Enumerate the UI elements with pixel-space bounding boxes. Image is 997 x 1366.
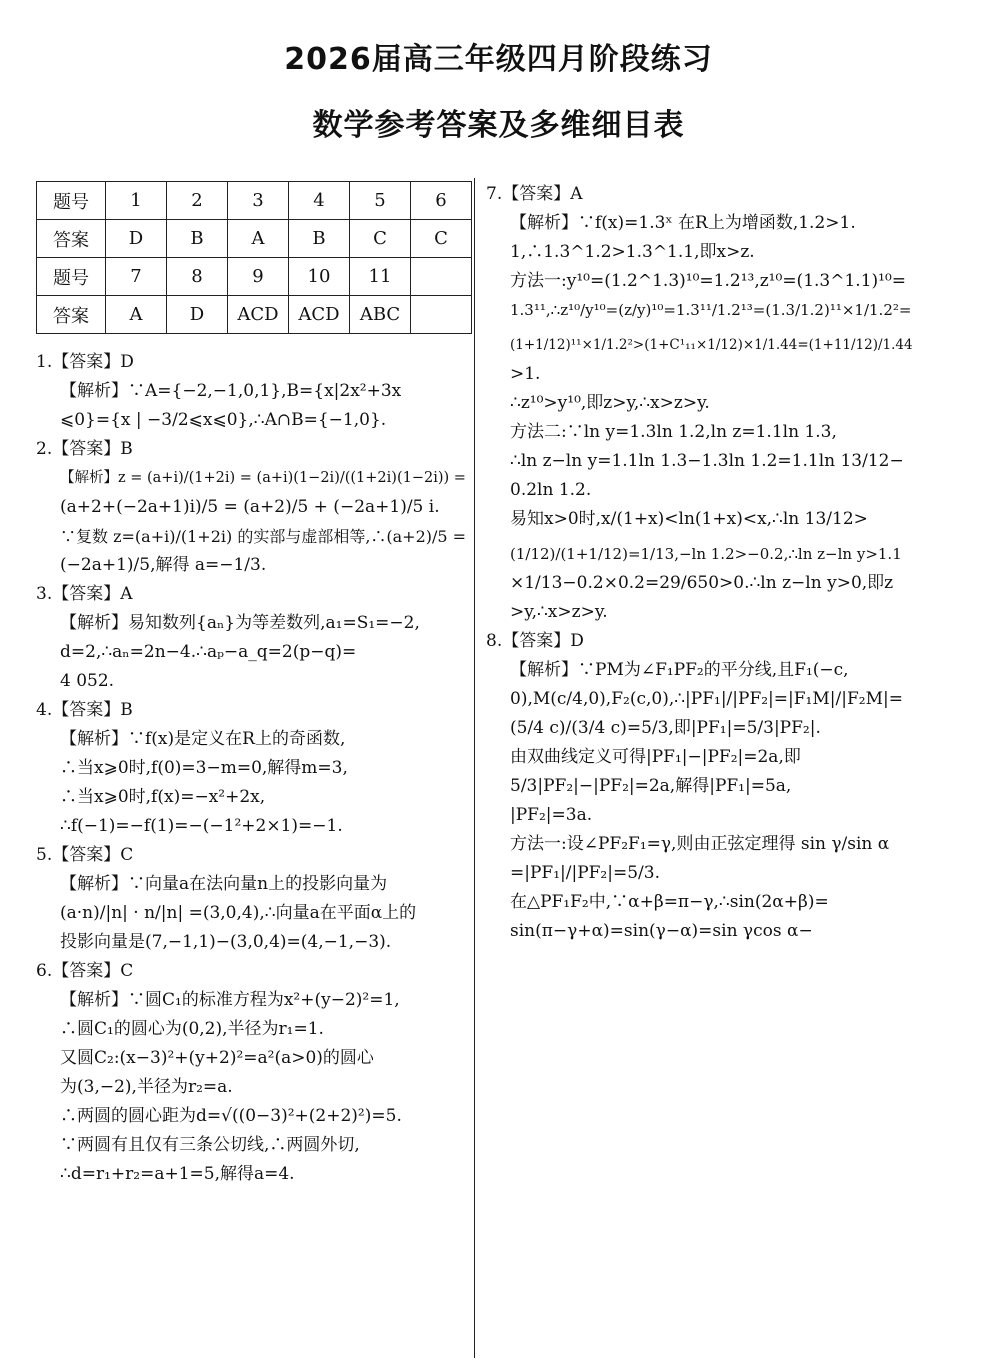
solution-line: 3.【答案】A [36,584,133,604]
table-cell: 11 [350,258,411,296]
table-row [37,296,472,334]
table-cell: 5 [350,182,411,220]
solution-line: 4.【答案】B [36,700,133,720]
row-header: 题号 [37,182,106,220]
solution-line: ∴当x⩾0时,f(x)=−x²+2x, [60,787,266,807]
solution-line: ∵两圆有且仅有三条公切线,∴两圆外切, [60,1135,360,1155]
solution-line: 8.【答案】D [486,631,584,651]
solution-line: >y,∴x>z>y. [510,602,608,622]
answer-table [36,181,472,334]
solution-line: ∴当x⩾0时,f(0)=3−m=0,解得m=3, [60,758,348,778]
solution-line: 由双曲线定义可得|PF₁|−|PF₂|=2a,即 [510,747,801,767]
table-cell [411,296,472,334]
solution-line: 0),M(c/4,0),F₂(c,0),∴|PF₁|/|PF₂|=|F₁M|/|F₂M|= [510,689,903,709]
table-cell: ACD [289,296,350,334]
table-cell: B [289,220,350,258]
solution-line: ×1/13−0.2×0.2=29/650>0.∴ln z−ln y>0,即z [510,573,894,593]
solution-line: ∴z¹⁰>y¹⁰,即z>y,∴x>z>y. [510,393,710,413]
table-cell: C [411,220,472,258]
table-row [37,220,472,258]
solution-line: ∴d=r₁+r₂=a+1=5,解得a=4. [60,1164,295,1184]
solution-line: 【解析】∵A={−2,−1,0,1},B={x|2x²+3x [60,381,402,401]
solution-line: 1.3¹¹,∴z¹⁰/y¹⁰=(z/y)¹⁰=1.3¹¹/1.2¹³=(1.3/1.2)¹¹×1/1.2²= [510,301,912,319]
solution-line: ∴两圆的圆心距为d=√((0−3)²+(2+2)²)=5. [60,1106,402,1126]
solution-line: ⩽0}={x | −3/2⩽x⩽0},∴A∩B={−1,0}. [60,410,387,430]
solution-line: 1,∴1.3^1.2>1.3^1.1,即x>z. [510,242,755,262]
table-cell: 3 [228,182,289,220]
solution-line: 5.【答案】C [36,845,134,865]
solution-line: =|PF₁|/|PF₂|=5/3. [510,863,660,883]
solution-line: 方法二:∵ln y=1.3ln 1.2,ln z=1.1ln 1.3, [510,422,837,442]
table-row [37,258,472,296]
table-cell: 2 [167,182,228,220]
solution-line: 5/3|PF₂|−|PF₂|=2a,解得|PF₁|=5a, [510,776,792,796]
row-header: 答案 [37,220,106,258]
table-cell: 8 [167,258,228,296]
solution-line: 0.2ln 1.2. [510,480,592,500]
solution-line: (1+1/12)¹¹×1/1.2²>(1+C¹₁₁×1/12)×1/1.44=(1+11/12)/1.44 [510,337,913,353]
table-row [37,182,472,220]
solution-line: 方法一:设∠PF₂F₁=γ,则由正弦定理得 sin γ/sin α [510,834,890,854]
solution-line: 【解析】∵向量a在法向量n上的投影向量为 [60,874,388,894]
table-cell: 10 [289,258,350,296]
page-subtitle: 数学参考答案及多维细目表 [312,108,685,143]
table-cell: D [167,296,228,334]
solution-line: 方法一:y¹⁰=(1.2^1.3)¹⁰=1.2¹³,z¹⁰=(1.3^1.1)¹⁰= [510,271,907,291]
solution-line: sin(π−γ+α)=sin(γ−α)=sin γcos α− [510,921,813,941]
solution-line: 7.【答案】A [486,184,583,204]
solution-line: ∴ln z−ln y=1.1ln 1.3−1.3ln 1.2=1.1ln 13/12− [510,451,904,471]
solution-line: ∴f(−1)=−f(1)=−(−1²+2×1)=−1. [60,816,343,836]
solution-line: 投影向量是(7,−1,1)−(3,0,4)=(4,−1,−3). [60,932,392,952]
solution-line: (5/4 c)/(3/4 c)=5/3,即|PF₁|=5/3|PF₂|. [510,718,821,738]
solution-line: 【解析】∵PM为∠F₁PF₂的平分线,且F₁(−c, [510,660,849,680]
solution-line: (a+2+(−2a+1)i)/5 = (a+2)/5 + (−2a+1)/5 i. [60,497,440,517]
solution-line: 【解析】易知数列{aₙ}为等差数列,a₁=S₁=−2, [60,613,420,633]
table-cell: A [228,220,289,258]
solution-line: 【解析】∵f(x)=1.3ˣ 在R上为增函数,1.2>1. [510,213,856,233]
table-cell: 4 [289,182,350,220]
solution-line: ∴圆C₁的圆心为(0,2),半径为r₁=1. [60,1019,324,1039]
solution-line: 为(3,−2),半径为r₂=a. [60,1077,233,1097]
solution-line: 6.【答案】C [36,961,134,981]
table-cell: C [350,220,411,258]
solution-line: >1. [510,364,541,384]
solution-line: 4 052. [60,671,115,691]
table-cell: A [106,296,167,334]
row-header: 答案 [37,296,106,334]
solution-line: |PF₂|=3a. [510,805,593,825]
table-cell: ABC [350,296,411,334]
solution-line: (1/12)/(1+1/12)=1/13,−ln 1.2>−0.2,∴ln z−ln y>1.1 [510,545,902,563]
solution-line: 【解析】∵f(x)是定义在R上的奇函数, [60,729,346,749]
table-cell: 7 [106,258,167,296]
table-cell: 9 [228,258,289,296]
page-title: 2026届高三年级四月阶段练习 [284,42,713,77]
table-cell: D [106,220,167,258]
solution-line: (a·n)/|n| · n/|n| =(3,0,4),∴向量a在平面α上的 [60,903,417,923]
solution-line: 易知x>0时,x/(1+x)<ln(1+x)<x,∴ln 13/12> [510,509,868,529]
left-solutions-column [36,348,466,1189]
table-cell: 1 [106,182,167,220]
solution-line: 1.【答案】D [36,352,134,372]
solution-line: 【解析】z = (a+i)/(1+2i) = (a+i)(1−2i)/((1+2i)(1−2i)) = [60,470,466,486]
solution-line: 又圆C₂:(x−3)²+(y+2)²=a²(a>0)的圆心 [60,1048,374,1068]
solution-line: d=2,∴aₙ=2n−4.∴aₚ−a_q=2(p−q)= [60,642,357,662]
table-cell: 6 [411,182,472,220]
solution-line: 【解析】∵圆C₁的标准方程为x²+(y−2)²=1, [60,990,400,1010]
column-divider [474,178,475,1358]
table-cell: ACD [228,296,289,334]
row-header: 题号 [37,258,106,296]
right-solutions-column [486,180,912,946]
solution-line: 在△PF₁F₂中,∵α+β=π−γ,∴sin(2α+β)= [510,892,829,912]
table-cell [411,258,472,296]
solution-line: (−2a+1)/5,解得 a=−1/3. [60,555,267,575]
solution-line: ∵复数 z=(a+i)/(1+2i) 的实部与虚部相等,∴(a+2)/5 = [60,527,467,546]
table-cell: B [167,220,228,258]
solution-line: 2.【答案】B [36,439,133,459]
